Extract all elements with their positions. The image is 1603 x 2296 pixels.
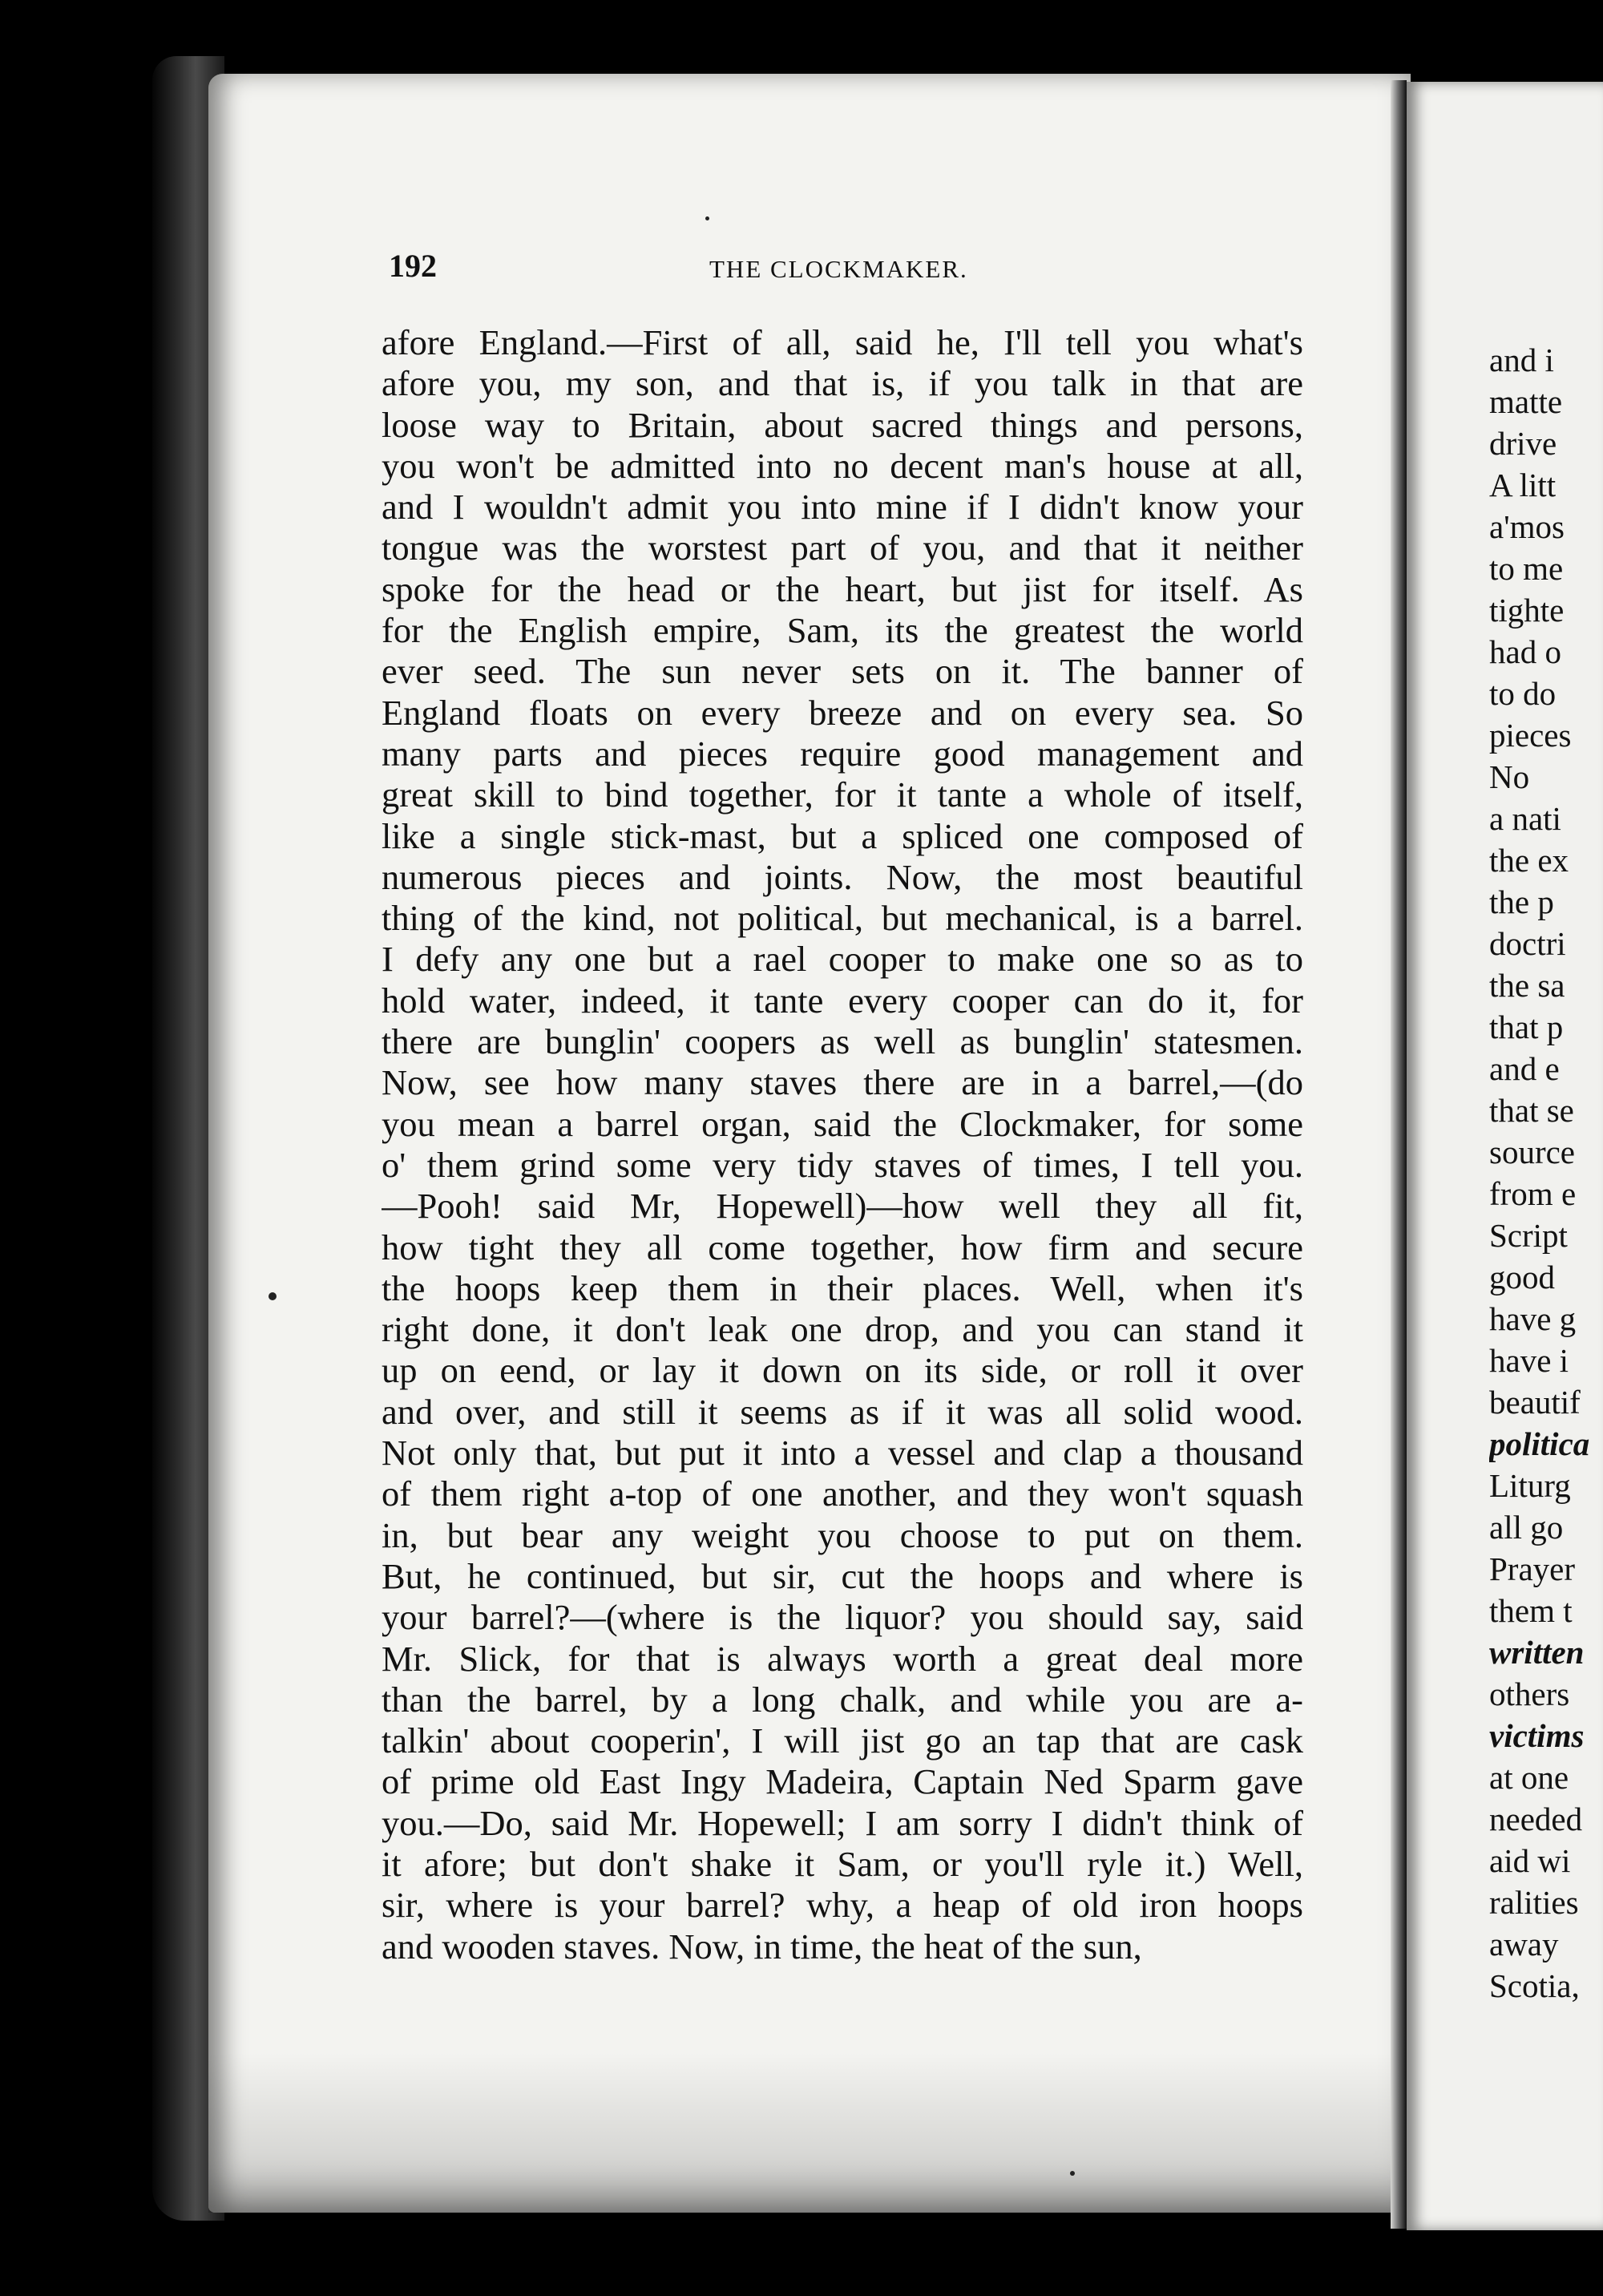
text-fragment: matte	[1489, 383, 1563, 420]
text-line: numerous pieces and joints. Now, the most beautiful	[382, 856, 1303, 897]
text-line: spoke for the head or the heart, but jist for itself. As	[382, 568, 1303, 609]
text-fragment: to do	[1489, 675, 1557, 712]
text-line: in, but bear any weight you choose to put on them.	[382, 1514, 1303, 1555]
text-line: loose way to Britain, about sacred things and persons,	[382, 404, 1303, 445]
text-line: talkin' about cooperin', I will jist go an tap that are cask	[382, 1720, 1303, 1761]
text-line: Mr. Slick, for that is always worth a great deal more	[382, 1638, 1303, 1679]
text-fragment: pieces	[1489, 717, 1572, 754]
text-fragment: source	[1489, 1134, 1576, 1170]
text-fragment: No	[1489, 758, 1530, 795]
text-fragment: aid wi	[1489, 1842, 1571, 1879]
text-line: —Pooh! said Mr, Hopewell)—how well they all fit,	[382, 1186, 1303, 1227]
text-fragment: had o	[1489, 633, 1561, 670]
ink-speck	[1070, 2171, 1075, 2176]
text-fragment: the ex	[1489, 842, 1569, 879]
text-fragment: the sa	[1489, 967, 1565, 1004]
text-fragment: written	[1489, 1634, 1585, 1671]
text-fragment: needed	[1489, 1801, 1583, 1837]
text-fragment: at one	[1489, 1759, 1569, 1796]
page-gutter	[1391, 80, 1407, 2229]
text-line: hold water, indeed, it tante every cooper can do it, for	[382, 980, 1303, 1021]
text-fragment: doctri	[1489, 925, 1566, 962]
text-fragment: that se	[1489, 1092, 1574, 1129]
text-fragment: them t	[1489, 1592, 1573, 1629]
text-fragment: to me	[1489, 550, 1564, 587]
text-line: But, he continued, but sir, cut the hoops and where is	[382, 1555, 1303, 1596]
text-fragment: others	[1489, 1676, 1570, 1712]
text-fragment: tighte	[1489, 592, 1565, 629]
text-line: you.—Do, said Mr. Hopewell; I am sorry I didn't think of	[382, 1802, 1303, 1843]
text-fragment: drive	[1489, 425, 1557, 462]
text-line: like a single stick-mast, but a spliced one composed of	[382, 815, 1303, 856]
text-fragment: Scotia,	[1489, 1967, 1580, 2004]
text-fragment: victims	[1489, 1717, 1585, 1754]
text-line: I defy any one but a rael cooper to make one so as to	[382, 939, 1303, 980]
right-page-body	[1489, 339, 1603, 2007]
text-line: afore England.—First of all, said he, I'll tell you what's	[382, 322, 1303, 362]
text-line: tongue was the worstest part of you, and that it neither	[382, 528, 1303, 568]
running-title: THE CLOCKMAKER.	[709, 255, 968, 283]
text-line: and wooden staves. Now, in time, the heat of the sun,	[382, 1926, 1142, 1967]
text-line: it afore; but don't shake it Sam, or you'll ryle it.) Well,	[382, 1843, 1303, 1884]
text-line: the hoops keep them in their places. Well, when it's	[382, 1267, 1303, 1308]
text-line: than the barrel, by a long chalk, and while you are a-	[382, 1679, 1303, 1720]
text-fragment: and i	[1489, 342, 1554, 378]
text-fragment: all go	[1489, 1509, 1564, 1546]
text-fragment: away	[1489, 1926, 1559, 1963]
text-line: there are bunglin' coopers as well as bunglin' statesmen.	[382, 1021, 1303, 1062]
text-fragment: ralities	[1489, 1884, 1579, 1921]
text-fragment: a nati	[1489, 800, 1561, 837]
text-fragment: Liturg	[1489, 1467, 1571, 1504]
text-fragment: have i	[1489, 1342, 1569, 1379]
left-page-body	[382, 322, 1303, 1967]
text-line: Now, see how many staves there are in a barrel,—(do	[382, 1062, 1303, 1103]
text-fragment: Script	[1489, 1217, 1568, 1254]
text-line: of them right a-top of one another, and they won't squash	[382, 1473, 1303, 1514]
text-line: right done, it don't leak one drop, and you can stand it	[382, 1309, 1303, 1350]
text-fragment: A litt	[1489, 467, 1557, 503]
text-line: many parts and pieces require good management and	[382, 733, 1303, 774]
ink-speck	[269, 1292, 277, 1300]
text-line: thing of the kind, not political, but mechanical, is a barrel.	[382, 898, 1303, 939]
text-line: great skill to bind together, for it tante a whole of itself,	[382, 774, 1303, 815]
text-fragment: politica	[1489, 1425, 1590, 1462]
text-line: how tight they all come together, how firm and secure	[382, 1227, 1303, 1267]
text-fragment: the p	[1489, 883, 1554, 920]
page-number: 192	[389, 248, 437, 284]
ink-speck	[705, 216, 709, 220]
text-fragment: good	[1489, 1259, 1555, 1296]
text-line: o' them grind some very tidy staves of times, I tell you.	[382, 1144, 1303, 1185]
text-line: Not only that, but put it into a vessel and clap a thousand	[382, 1433, 1303, 1473]
text-fragment: a'mos	[1489, 508, 1565, 545]
text-fragment: have g	[1489, 1300, 1577, 1337]
text-fragment: that p	[1489, 1009, 1564, 1045]
text-fragment: and e	[1489, 1050, 1560, 1087]
text-line: England floats on every breeze and on every sea. So	[382, 692, 1303, 733]
text-line: you won't be admitted into no decent man's house at all,	[382, 445, 1303, 486]
text-line: and I wouldn't admit you into mine if I didn't know your	[382, 487, 1303, 528]
text-fragment: beautif	[1489, 1384, 1581, 1421]
left-page-shadow	[208, 2052, 1411, 2213]
text-fragment: from e	[1489, 1175, 1577, 1212]
text-fragment: Prayer	[1489, 1550, 1576, 1587]
text-line: and over, and still it seems as if it was all solid wood.	[382, 1391, 1303, 1432]
text-line: up on eend, or lay it down on its side, or roll it over	[382, 1350, 1303, 1391]
text-line: of prime old East Ingy Madeira, Captain Ned Sparm gave	[382, 1761, 1303, 1802]
text-line: you mean a barrel organ, said the Clockmaker, for some	[382, 1103, 1303, 1144]
text-line: your barrel?—(where is the liquor? you should say, said	[382, 1597, 1303, 1638]
text-line: sir, where is your barrel? why, a heap of old iron hoops	[382, 1885, 1303, 1926]
text-line: afore you, my son, and that is, if you talk in that are	[382, 363, 1303, 404]
text-line: ever seed. The sun never sets on it. The banner of	[382, 651, 1303, 692]
text-line: for the English empire, Sam, its the greatest the world	[382, 610, 1303, 651]
